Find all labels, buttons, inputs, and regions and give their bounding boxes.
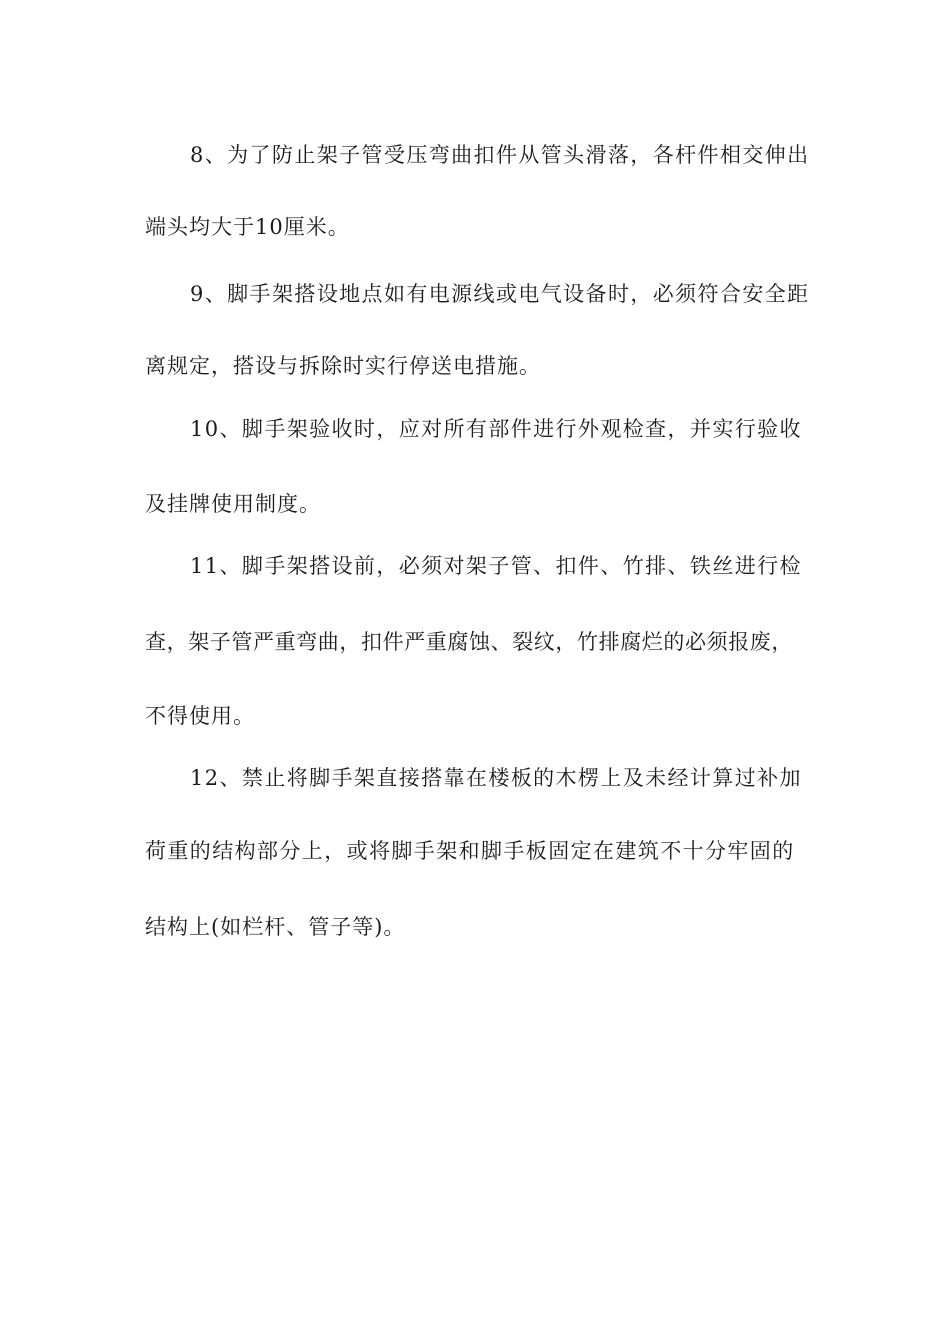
item-9-line-1: 9、脚手架搭设地点如有电源线或电气设备时，必须符合安全距	[190, 282, 810, 306]
item-9-line-2: 离规定，搭设与拆除时实行停送电措施。	[145, 354, 541, 378]
item-8-line-2: 端头均大于10厘米。	[145, 215, 350, 239]
item-12-line-1: 12、禁止将脚手架直接搭靠在楼板的木楞上及未经计算过补加	[190, 766, 802, 790]
item-11-line-3: 不得使用。	[145, 704, 255, 728]
item-8-line-1: 8、为了防止架子管受压弯曲扣件从管头滑落，各杆件相交伸出	[190, 143, 810, 167]
item-11-line-2: 查，架子管严重弯曲，扣件严重腐蚀、裂纹，竹排腐烂的必须报废，	[145, 630, 793, 654]
item-10-line-1: 10、脚手架验收时，应对所有部件进行外观检查，并实行验收	[190, 417, 802, 441]
item-12-line-3: 结构上(如栏杆、管子等)。	[145, 915, 406, 939]
item-11-line-1: 11、脚手架搭设前，必须对架子管、扣件、竹排、铁丝进行检	[190, 554, 802, 578]
item-12-line-2: 荷重的结构部分上，或将脚手架和脚手板固定在建筑不十分牢固的	[145, 839, 795, 863]
item-10-line-2: 及挂牌使用制度。	[145, 492, 321, 516]
